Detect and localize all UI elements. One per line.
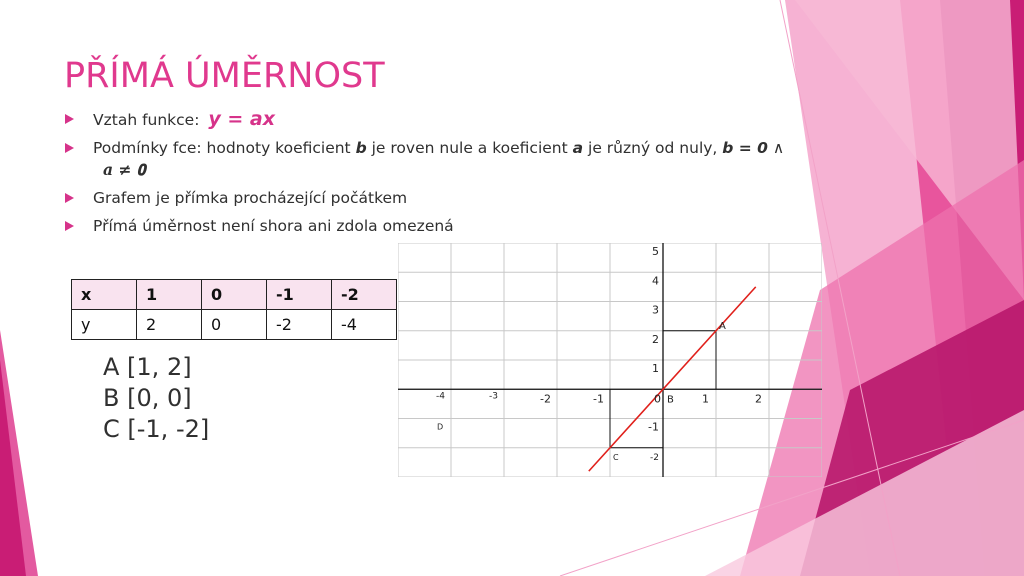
- x-tick-label: -2: [540, 392, 551, 406]
- condition: b = 0: [722, 139, 768, 157]
- bullet-text: je roven nule a koeficient: [371, 139, 568, 157]
- point-label-c: C: [613, 452, 619, 462]
- bullet-item: [64, 137, 824, 181]
- points-list: [103, 352, 209, 445]
- table-cell: 0: [202, 280, 267, 310]
- math-condition: 𝒂 ≠ 𝟎: [103, 160, 146, 179]
- function-line: [589, 287, 756, 471]
- bullet-list: [64, 108, 824, 243]
- bullet-text: Grafem je přímka procházející počátkem: [93, 189, 408, 207]
- graph-tick-labels: [436, 245, 762, 463]
- slide-title: PŘÍMÁ ÚMĚRNOST: [64, 56, 385, 96]
- x-tick-label: 2: [755, 392, 762, 406]
- table-row: [72, 280, 397, 310]
- point-label-d: D: [437, 422, 444, 432]
- function-graph: [398, 243, 822, 477]
- y-tick-label: 4: [652, 274, 659, 288]
- y-tick-label: 3: [652, 303, 659, 317]
- table-cell: 0: [202, 310, 267, 340]
- table-cell: -2: [332, 280, 397, 310]
- table-cell: 2: [137, 310, 202, 340]
- x-tick-label: 0: [654, 392, 661, 406]
- formula: y = ax: [208, 108, 275, 130]
- bullet-arrow-icon: [65, 221, 74, 231]
- x-tick-label: -3: [489, 391, 498, 402]
- bullet-arrow-icon: [65, 114, 74, 124]
- bullet-arrow-icon: [65, 143, 74, 153]
- bullet-text: je různý od nuly,: [588, 139, 718, 157]
- point-label-a: A: [719, 320, 726, 332]
- point-c-label: C [-1, -2]: [103, 415, 210, 443]
- y-tick-label: -1: [648, 420, 659, 434]
- bullet-text: Podmínky fce: hodnoty koeficient: [93, 139, 351, 157]
- bullet-item: [64, 108, 824, 131]
- x-tick-label: 1: [702, 392, 709, 406]
- y-tick-label: 5: [652, 245, 659, 258]
- table-cell: y: [72, 310, 137, 340]
- table-cell: -4: [332, 310, 397, 340]
- point-b-label: B [0, 0]: [103, 384, 192, 412]
- and-symbol: ∧: [772, 139, 785, 157]
- coef-a: a: [572, 139, 584, 157]
- table-cell: -2: [267, 310, 332, 340]
- coef-b: b: [355, 139, 367, 157]
- point-a-label: A [1, 2]: [103, 353, 192, 381]
- bullet-arrow-icon: [65, 193, 74, 203]
- x-tick-label: -1: [593, 392, 604, 406]
- y-tick-label: 2: [652, 332, 659, 346]
- point-label-b: B: [667, 394, 674, 406]
- bullet-text: Přímá úměrnost není shora ani zdola omezená: [93, 217, 454, 235]
- graph-point-labels: [437, 321, 726, 462]
- y-tick-label: -2: [650, 452, 659, 463]
- table-row: [72, 310, 397, 340]
- bullet-item: [64, 215, 824, 237]
- value-table: [71, 279, 397, 340]
- table-cell: x: [72, 280, 137, 310]
- bullet-item: [64, 187, 824, 209]
- x-tick-label: -4: [436, 391, 445, 402]
- table-cell: 1: [137, 280, 202, 310]
- y-tick-label: 1: [652, 362, 659, 375]
- table-cell: -1: [267, 280, 332, 310]
- bullet-text: Vztah funkce:: [93, 111, 200, 129]
